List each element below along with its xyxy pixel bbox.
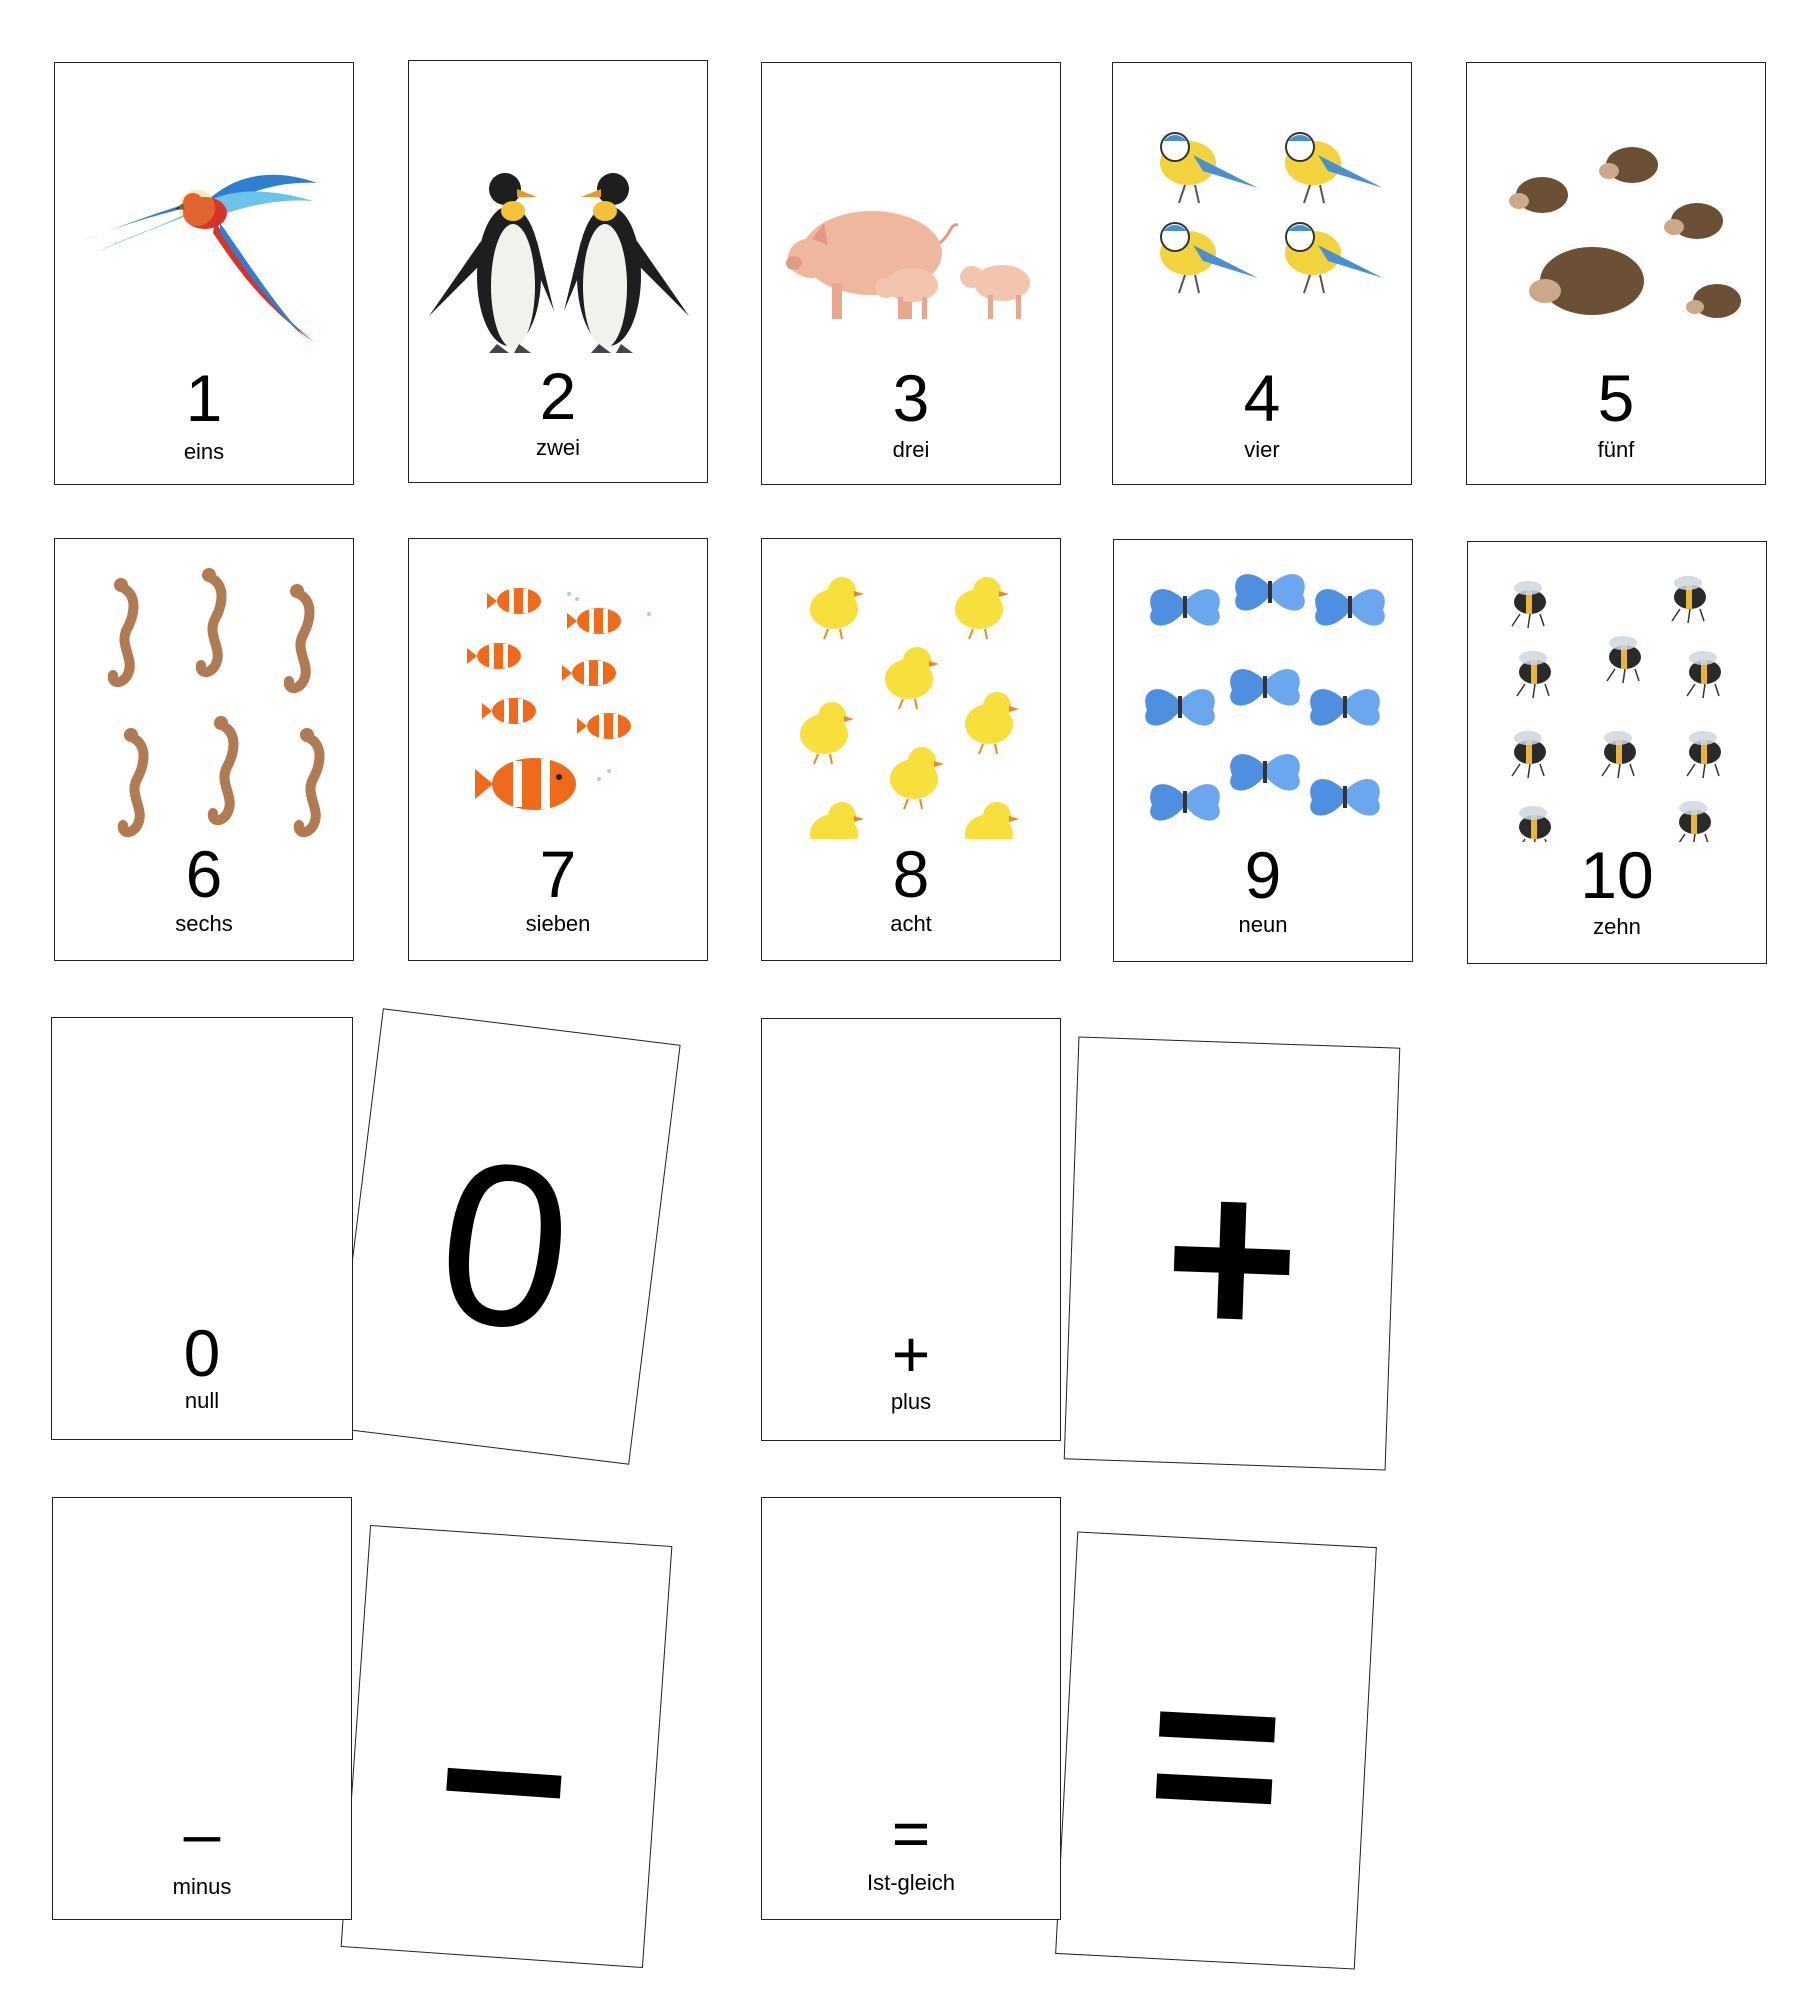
symbol-card-large-plus[interactable] [1064, 1037, 1401, 1471]
number-card-7[interactable] [408, 538, 708, 961]
number-card-9[interactable] [1113, 539, 1413, 962]
number-card-5[interactable] [1466, 62, 1766, 485]
number-card-4[interactable] [1112, 62, 1412, 485]
symbol-card-large-zero[interactable] [331, 1008, 680, 1464]
card-word: null [184, 1388, 220, 1413]
card-number: 0 [183, 1316, 221, 1390]
seahorse-icon [55, 539, 355, 839]
number-card-6[interactable] [54, 538, 354, 961]
bird-icon [1113, 63, 1413, 363]
clownfish-icon [409, 539, 709, 839]
card-word: sieben [525, 911, 591, 936]
large-symbol: – [432, 1632, 578, 1899]
number-card-10[interactable] [1467, 541, 1767, 964]
large-symbol: = [1141, 1622, 1290, 1887]
bee-icon [1468, 542, 1768, 842]
card-word: zehn [1593, 914, 1641, 939]
pig-icon [762, 63, 1062, 363]
symbol-card-equals[interactable] [761, 1497, 1061, 1920]
symbol-card-large-equals[interactable] [1055, 1531, 1377, 1969]
card-number: – [183, 1796, 221, 1870]
symbol-card-plus[interactable] [761, 1018, 1061, 1441]
card-word: eins [183, 439, 225, 464]
card-word: sechs [175, 911, 233, 936]
card-word: plus [890, 1389, 932, 1414]
card-word: zwei [535, 435, 580, 460]
card-word: neun [1238, 912, 1288, 937]
card-number: + [891, 1317, 931, 1391]
large-symbol: 0 [425, 1110, 585, 1381]
card-word: minus [172, 1874, 232, 1899]
card-number: 7 [539, 837, 577, 911]
card-word: acht [890, 911, 932, 936]
card-word: Ist-gleich [866, 1870, 956, 1895]
penguin-icon [409, 61, 709, 361]
card-number: 2 [539, 359, 577, 433]
card-number: 3 [892, 361, 930, 435]
number-card-2[interactable] [408, 60, 708, 483]
parrot-icon [55, 63, 355, 363]
card-word: drei [892, 437, 930, 462]
butterfly-icon [1114, 540, 1414, 840]
symbol-card-zero[interactable] [51, 1017, 353, 1440]
symbol-card-large-minus[interactable] [341, 1525, 673, 1968]
card-number: 9 [1244, 838, 1282, 912]
card-number: 6 [185, 837, 223, 911]
number-card-8[interactable] [761, 538, 1061, 961]
chick-icon [762, 539, 1062, 839]
card-word: fünf [1597, 437, 1635, 462]
card-number: = [891, 1796, 931, 1870]
card-number: 5 [1597, 361, 1635, 435]
hedgehog-icon [1467, 63, 1767, 363]
number-card-3[interactable] [761, 62, 1061, 485]
card-number: 1 [185, 361, 223, 435]
card-number: 8 [892, 837, 930, 911]
card-number: 10 [1580, 838, 1654, 912]
symbol-card-minus[interactable] [52, 1497, 352, 1920]
number-card-1[interactable] [54, 62, 354, 485]
card-number: 4 [1243, 361, 1281, 435]
card-word: vier [1244, 437, 1280, 462]
large-symbol: + [1160, 1126, 1304, 1389]
